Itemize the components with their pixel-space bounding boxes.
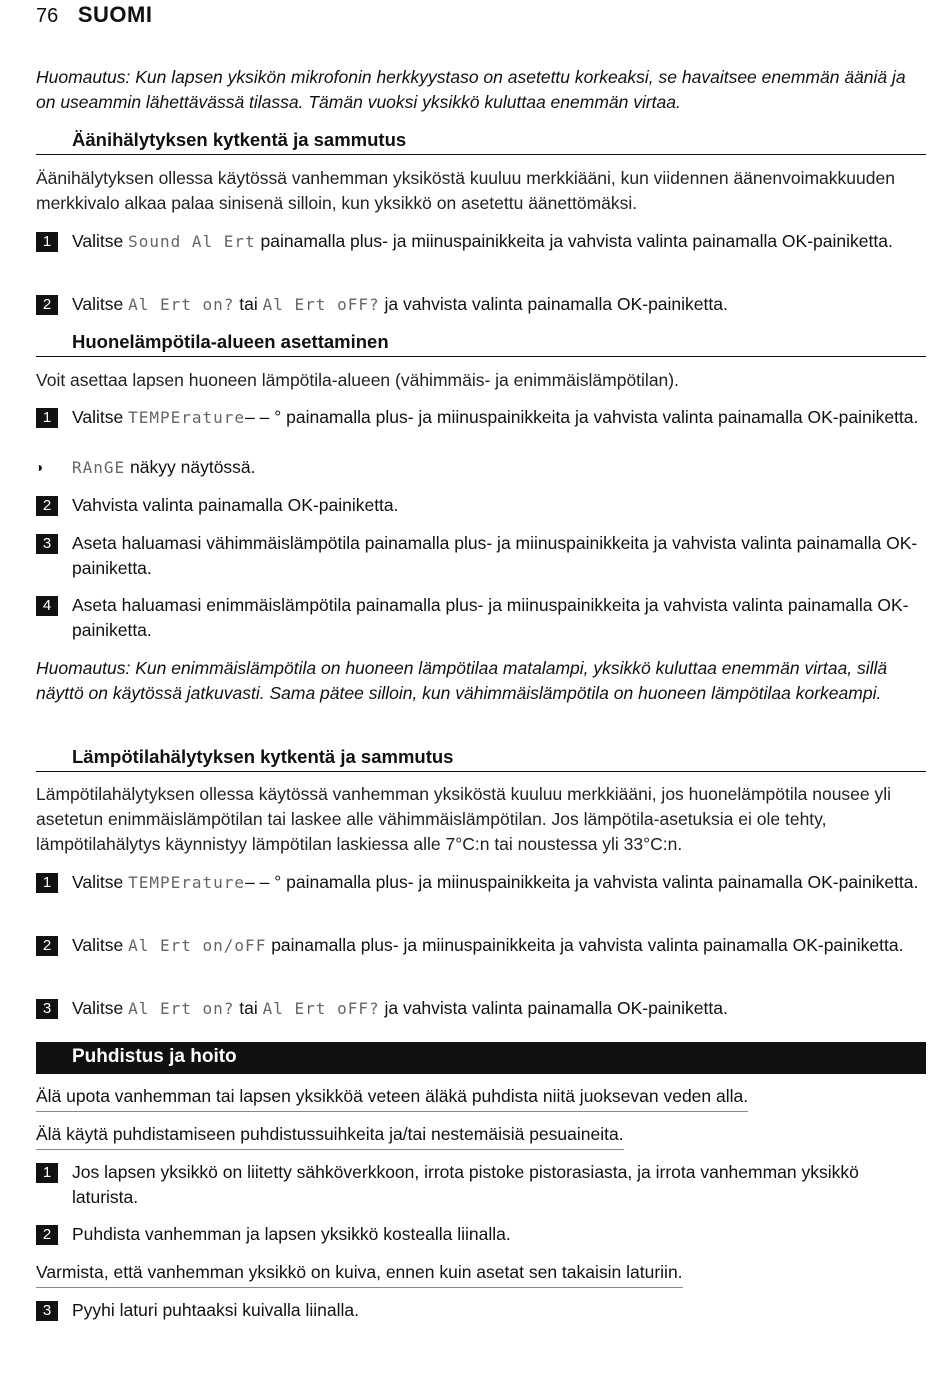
- step-number: 3: [36, 999, 58, 1019]
- page-number: 76: [36, 5, 59, 27]
- note-microphone: Huomautus: Kun lapsen yksikön mikrofonin herkkyystaso on asetettu korkeaksi, se havaitsee enemmän ääniä ja on useammin lähettävässä tilassa. Tämän vuoksi yksikkö kuluttaa enemmän virtaa.: [36, 67, 906, 112]
- lcd-text-2: Al Ert oFF?: [262, 295, 380, 314]
- step-text: Aseta haluamasi enimmäislämpötila painamalla plus- ja miinuspainikkeita ja vahvista valinta painamalla OK-painiketta.: [72, 595, 909, 640]
- step-text: Aseta haluamasi vähimmäislämpötila painamalla plus- ja miinuspainikkeita ja vahvista valinta painamalla OK-painiketta.: [72, 533, 918, 578]
- room-temp-description: Voit asettaa lapsen huoneen lämpötila-alueen (vähimmäis- ja enimmäislämpötilan).: [36, 370, 679, 390]
- step-temp-alert-1: [36, 870, 926, 920]
- heading-text: Äänihälytyksen kytkentä ja sammutus: [72, 129, 407, 150]
- warning-water: Älä upota vanhemman tai lapsen yksikköä veteen äläkä puhdista niitä juoksevan veden alla.: [36, 1084, 748, 1112]
- section-heading-temp-alert: [36, 745, 926, 772]
- step-sound-alert-1: [36, 229, 926, 279]
- step-number: 4: [36, 596, 58, 616]
- lcd-text: Al Ert on?: [128, 999, 235, 1018]
- step-room-temp-4: [36, 593, 926, 643]
- heading-text: Huonelämpötila-alueen asettaminen: [72, 331, 389, 352]
- lcd-text: Al Ert on?: [128, 295, 235, 314]
- step-number: 2: [36, 295, 58, 315]
- step-text: Valitse Al Ert on? tai Al Ert oFF? ja vahvista valinta painamalla OK-painiketta.: [72, 294, 728, 314]
- section-heading-room-temp: [36, 330, 926, 357]
- step-text: Valitse TEMPErature– – ° painamalla plus- ja miinuspainikkeita ja vahvista valinta painamalla OK-painiketta.: [72, 872, 919, 892]
- step-text: Pyyhi laturi puhtaaksi kuivalla liinalla.: [72, 1300, 359, 1320]
- step-room-temp-1: [36, 405, 926, 455]
- lcd-text-2: Al Ert oFF?: [262, 999, 380, 1018]
- step-temp-alert-2: [36, 933, 926, 983]
- page-header: [36, 2, 152, 28]
- lcd-text: TEMPErature: [128, 873, 246, 892]
- step-room-temp-2: [36, 493, 926, 518]
- step-temp-alert-3: [36, 996, 926, 1021]
- step-number: 1: [36, 1163, 58, 1183]
- heading-text: Lämpötilahälytyksen kytkentä ja sammutus: [72, 746, 454, 767]
- step-cleaning-1: [36, 1160, 926, 1210]
- step-cleaning-3: [36, 1298, 926, 1323]
- sound-alert-description: Äänihälytyksen ollessa käytössä vanhemman yksiköstä kuuluu merkkiääni, kun viidennen äänenvoimakkuuden merkkivalo alkaa palaa sinisenä silloin, kun yksikkö on asetettu äänettömäksi.: [36, 168, 895, 213]
- note-max-temp: Huomautus: Kun enimmäislämpötila on huoneen lämpötilaa matalampi, yksikkö kuluttaa enemmän virtaa, sillä näyttö on käytössä jatkuvasti. Sama pätee silloin, kun vähimmäislämpötila on huoneen lämpötilaa korkeampi.: [36, 658, 888, 703]
- step-text: Vahvista valinta painamalla OK-painiketta.: [72, 495, 399, 515]
- lcd-text: RAnGE: [72, 458, 126, 477]
- step-text: Valitse Al Ert on/oFF painamalla plus- ja miinuspainikkeita ja vahvista valinta painamalla OK-painiketta.: [72, 935, 904, 955]
- bullet-icon: ◗: [36, 459, 45, 475]
- step-text: Valitse Sound Al Ert painamalla plus- ja miinuspainikkeita ja vahvista valinta painamalla OK-painiketta.: [72, 231, 893, 251]
- step-number: 2: [36, 936, 58, 956]
- step-number: 3: [36, 534, 58, 554]
- step-text: Valitse Al Ert on? tai Al Ert oFF? ja vahvista valinta painamalla OK-painiketta.: [72, 998, 728, 1018]
- lcd-text: TEMPErature: [128, 408, 246, 427]
- section-heading-sound-alert: [36, 128, 926, 155]
- step-number: 1: [36, 408, 58, 428]
- step-number: 2: [36, 496, 58, 516]
- step-cleaning-2: [36, 1222, 926, 1247]
- lcd-text: Al Ert on/oFF: [128, 936, 267, 955]
- section-heading-cleaning: [36, 1042, 926, 1074]
- step-number: 1: [36, 232, 58, 252]
- step-room-temp-3: [36, 531, 926, 581]
- bullet-text: RAnGE näkyy näytössä.: [72, 457, 256, 477]
- step-number: 3: [36, 1301, 58, 1321]
- step-number: 2: [36, 1225, 58, 1245]
- heading-text: Puhdistus ja hoito: [72, 1046, 237, 1067]
- temp-alert-description: Lämpötilahälytyksen ollessa käytössä vanhemman yksiköstä kuuluu merkkiääni, jos huonelämpötila nousee yli asetetun enimmäislämpötilan tai laskee alle vähimmäislämpötilan. Jos lämpötila-asetuksia ei ole tehty, lämpötilahälytys käynnistyy lämpötilan laskiessa alle 7°C:n tai noustessa yli 33°C:n.: [36, 784, 892, 854]
- step-number: 1: [36, 873, 58, 893]
- step-text: Puhdista vanhemman ja lapsen yksikkö kostealla liinalla.: [72, 1224, 511, 1244]
- warning-detergents: Älä käytä puhdistamiseen puhdistussuihkeita ja/tai nestemäisiä pesuaineita.: [36, 1122, 624, 1150]
- step-text: Jos lapsen yksikkö on liitetty sähköverkkoon, irrota pistoke pistorasiasta, ja irrota vanhemman yksikkö laturista.: [72, 1162, 859, 1207]
- lcd-text: Sound Al Ert: [128, 232, 256, 251]
- step-text: Valitse TEMPErature– – ° painamalla plus- ja miinuspainikkeita ja vahvista valinta painamalla OK-painiketta.: [72, 407, 919, 427]
- language-label: SUOMI: [77, 2, 153, 27]
- warning-dry: Varmista, että vanhemman yksikkö on kuiva, ennen kuin asetat sen takaisin laturiin.: [36, 1260, 683, 1288]
- step-sound-alert-2: [36, 292, 926, 317]
